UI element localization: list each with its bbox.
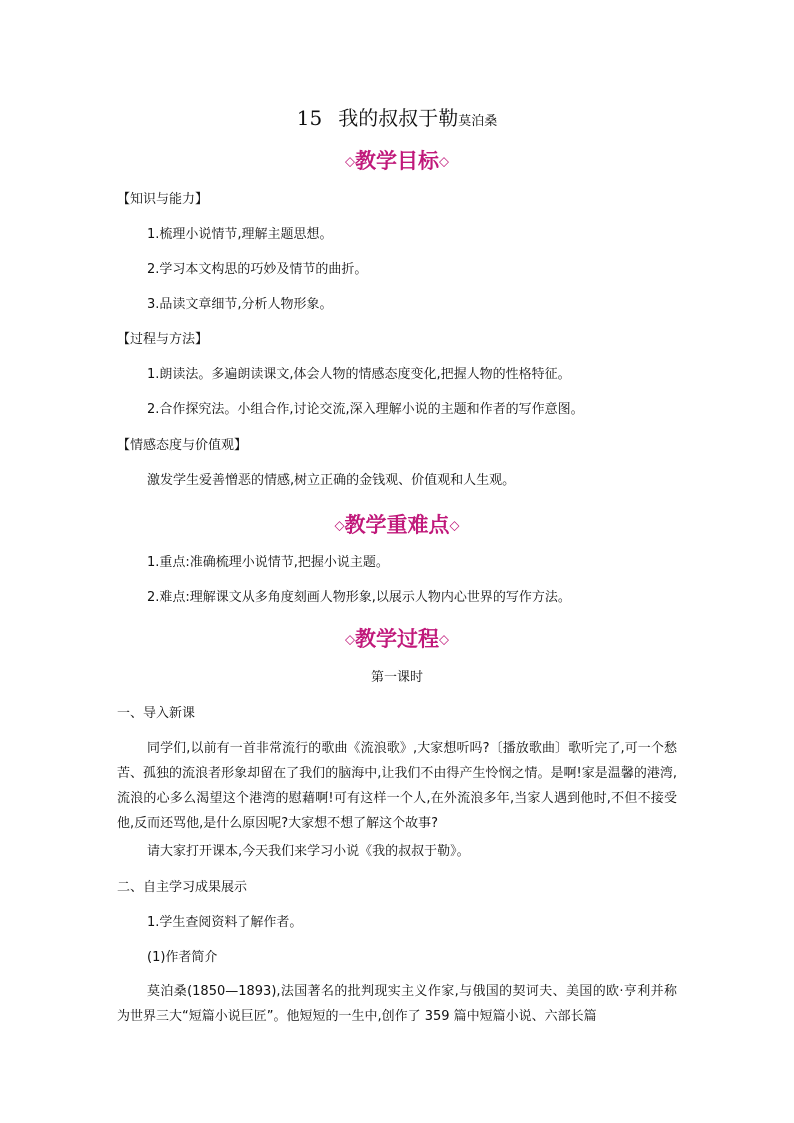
- lesson-author: 莫泊桑: [458, 114, 498, 129]
- knowledge-item: 2.学习本文构思的巧妙及情节的曲折。: [147, 262, 368, 277]
- knowledge-heading: 【知识与能力】: [117, 192, 209, 207]
- diamond-icon: ◇: [439, 154, 449, 170]
- step-subitem: (1)作者简介: [147, 950, 218, 965]
- intro-paragraph: 同学们,以前有一首非常流行的歌曲《流浪歌》,大家想听吗?〔播放歌曲〕歌听完了,可一个愁苦、孤独的流浪者形象却留在了我们的脑海中,让我们不由得产生怜悯之情。是啊!家是温馨的港湾,流浪的心多么渴望这个港湾的慰藉啊!可有这样一个人,在外流浪多年,当家人遇到他时,不但不接受他,反而还骂他,是什么原因呢?大家想不想了解这个故事?: [117, 741, 677, 831]
- diamond-icon: ◇: [334, 518, 345, 534]
- process-method-item: 1.朗读法。多遍朗读课文,体会人物的情感态度变化,把握人物的性格特征。: [147, 367, 571, 382]
- key-point-item: 2.难点:理解课文从多角度刻画人物形象,以展示人物内心世界的写作方法。: [147, 590, 571, 605]
- section-heading-text: 教学重难点: [344, 513, 450, 537]
- section-heading-process: [0, 623, 794, 653]
- knowledge-item: 1.梳理小说情节,理解主题思想。: [147, 227, 333, 242]
- knowledge-item: 3.品读文章细节,分析人物形象。: [147, 297, 333, 312]
- section-heading-text: 教学过程: [355, 627, 439, 651]
- diamond-icon: ◇: [439, 632, 449, 648]
- diamond-icon: ◇: [449, 518, 460, 534]
- emotion-item: 激发学生爱善憎恶的情感,树立正确的金钱观、价值观和人生观。: [147, 473, 516, 488]
- process-method-heading: 【过程与方法】: [117, 332, 209, 347]
- document-title: [0, 102, 794, 131]
- lesson-number: 15: [296, 106, 323, 130]
- section-heading-goals: [0, 145, 794, 175]
- intro-paragraph: 请大家打开课本,今天我们来学习小说《我的叔叔于勒》。: [147, 844, 470, 859]
- step-heading: 二、自主学习成果展示: [117, 880, 248, 895]
- section-heading-key-points: [0, 509, 794, 539]
- section-heading-text: 教学目标: [355, 149, 439, 173]
- lesson-name: 我的叔叔于勒: [338, 106, 459, 130]
- diamond-icon: ◇: [345, 632, 355, 648]
- step-item: 1.学生查阅资料了解作者。: [147, 915, 303, 930]
- diamond-icon: ◇: [345, 154, 355, 170]
- author-paragraph: 莫泊桑(1850—1893),法国著名的批判现实主义作家,与俄国的契诃夫、美国的欧·亨利并称为世界三大“短篇小说巨匠”。他短短的一生中,创作了 359 篇中短篇小说、六部长篇: [117, 984, 677, 1024]
- process-method-item: 2.合作探究法。小组合作,讨论交流,深入理解小说的主题和作者的写作意图。: [147, 402, 584, 417]
- key-point-item: 1.重点:准确梳理小说情节,把握小说主题。: [147, 555, 389, 570]
- emotion-heading: 【情感态度与价值观】: [117, 438, 248, 453]
- step-heading: 一、导入新课: [117, 706, 196, 721]
- lesson-period: 第一课时: [370, 670, 423, 685]
